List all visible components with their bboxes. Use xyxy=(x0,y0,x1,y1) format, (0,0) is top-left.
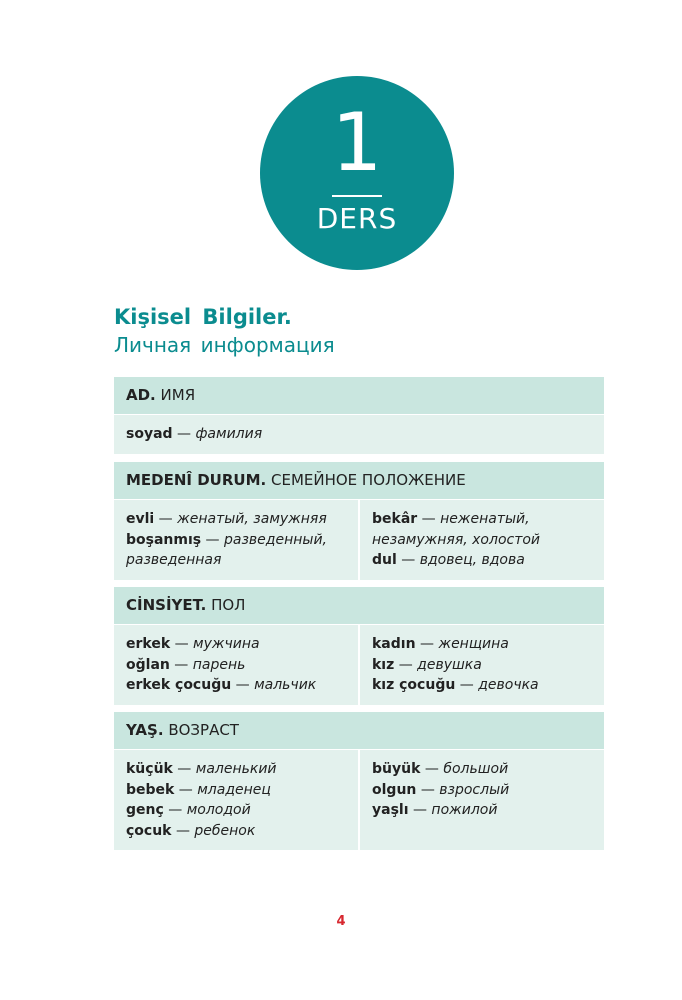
vocab-translation: женатый, замужняя xyxy=(177,511,327,527)
vocab-dash: — xyxy=(172,761,196,777)
vocab-translation: маленький xyxy=(195,761,277,777)
vocab-word: bekâr xyxy=(372,511,418,527)
section-heading xyxy=(114,587,604,624)
vocab-translation: младенец xyxy=(197,781,271,798)
vocab-word: soyad xyxy=(126,426,173,442)
section-cinsiyet xyxy=(114,587,604,705)
vocab-dash: — xyxy=(170,636,194,652)
vocab-entry xyxy=(126,634,346,655)
section-medeni-durum xyxy=(114,462,604,580)
vocab-dash: — xyxy=(154,511,178,527)
vocab-entry xyxy=(126,655,346,676)
vocab-dash: — xyxy=(163,802,187,818)
lesson-number: 1 xyxy=(331,96,383,189)
vocab-column-right xyxy=(360,750,604,850)
vocab-translation: женщина xyxy=(438,636,509,652)
heading-turkish: MEDENÎ DURUM. xyxy=(126,471,267,489)
vocab-translation: пожилой xyxy=(431,802,498,818)
vocab-entry xyxy=(372,800,592,821)
page-title xyxy=(114,303,335,359)
vocab-entry xyxy=(126,780,346,801)
vocab-translation: взрослый xyxy=(439,781,510,798)
page-number: 4 xyxy=(336,914,346,929)
vocab-entry xyxy=(372,550,592,571)
vocab-translation: девочка xyxy=(478,677,539,693)
section-heading xyxy=(114,712,604,749)
vocab-entry xyxy=(372,759,592,780)
vocab-dash: — xyxy=(396,552,420,568)
vocab-translation: девушка xyxy=(417,656,482,673)
vocab-dash: — xyxy=(169,656,193,673)
vocab-entry xyxy=(372,675,592,696)
vocab-translation: парень xyxy=(192,656,246,673)
vocab-translation: ребенок xyxy=(194,822,256,839)
vocab-dash: — xyxy=(171,822,195,839)
vocab-translation: большой xyxy=(443,761,509,777)
vocab-dash: — xyxy=(415,636,439,652)
vocab-entry xyxy=(372,509,592,550)
vocab-column-right xyxy=(360,500,604,580)
vocab-dash: — xyxy=(231,677,255,693)
vocab-column-left xyxy=(114,415,604,454)
vocab-translation: молодой xyxy=(186,802,251,818)
vocab-dash: — xyxy=(420,761,444,777)
vocab-entry xyxy=(372,780,592,801)
vocab-entry xyxy=(126,509,346,530)
lesson-word: DERS xyxy=(316,202,398,235)
vocab-translation: неженатый, незамужняя, холостой xyxy=(372,511,541,548)
vocab-entry xyxy=(126,821,346,842)
section-ad xyxy=(114,377,604,454)
section-heading xyxy=(114,377,604,414)
heading-russian: СЕМЕЙНОЕ ПОЛОЖЕНИЕ xyxy=(266,471,466,489)
vocab-dash: — xyxy=(408,802,432,818)
heading-russian: ВОЗРАСТ xyxy=(163,721,239,739)
vocab-dash: — xyxy=(201,531,225,548)
vocab-word: bebek xyxy=(126,781,175,798)
heading-turkish: CİNSİYET. xyxy=(126,596,207,614)
vocab-entry xyxy=(126,759,346,780)
vocab-translation: мужчина xyxy=(193,636,260,652)
vocab-entry xyxy=(126,800,346,821)
vocab-dash: — xyxy=(416,781,440,798)
vocab-word: yaşlı xyxy=(372,802,409,818)
vocab-translation: вдовец, вдова xyxy=(419,552,525,568)
vocab-entry xyxy=(126,530,346,571)
vocab-entry xyxy=(372,634,592,655)
vocab-word: evli xyxy=(126,511,155,527)
heading-turkish: AD. xyxy=(126,386,156,404)
vocab-dash: — xyxy=(174,781,198,798)
vocab-word: kız çocuğu xyxy=(372,677,456,693)
vocab-entry xyxy=(126,424,592,445)
vocab-word: erkek xyxy=(126,636,171,652)
title-turkish: Kişisel Bilgiler. xyxy=(114,305,292,329)
vocab-column-left xyxy=(114,625,358,705)
vocab-word: dul xyxy=(372,552,397,568)
vocab-word: büyük xyxy=(372,761,421,777)
lesson-badge xyxy=(260,76,454,270)
vocab-dash: — xyxy=(417,511,441,527)
vocab-word: kadın xyxy=(372,636,416,652)
heading-russian: ПОЛ xyxy=(206,596,246,614)
heading-turkish: YAŞ. xyxy=(126,721,164,739)
heading-russian: ИМЯ xyxy=(155,386,196,404)
vocab-word: oğlan xyxy=(126,656,170,673)
vocab-word: çocuk xyxy=(126,822,172,839)
vocab-dash: — xyxy=(394,656,418,673)
vocab-translation: мальчик xyxy=(254,677,317,693)
vocab-word: küçük xyxy=(126,761,173,777)
section-heading xyxy=(114,462,604,499)
vocab-dash: — xyxy=(172,426,196,442)
vocab-translation: разведенный, разведенная xyxy=(126,531,327,568)
vocab-word: olgun xyxy=(372,781,417,798)
vocab-word: boşanmış xyxy=(126,531,202,548)
vocab-column-left xyxy=(114,500,358,580)
vocab-word: kız xyxy=(372,656,395,673)
vocab-word: genç xyxy=(126,802,164,818)
title-russian: Личная информация xyxy=(114,333,335,357)
vocab-entry xyxy=(372,655,592,676)
vocab-word: erkek çocuğu xyxy=(126,677,232,693)
vocab-column-right xyxy=(360,625,604,705)
vocab-entry xyxy=(126,675,346,696)
vocab-column-left xyxy=(114,750,358,850)
section-yas xyxy=(114,712,604,850)
vocab-dash: — xyxy=(455,677,479,693)
vocab-translation: фамилия xyxy=(195,426,263,442)
